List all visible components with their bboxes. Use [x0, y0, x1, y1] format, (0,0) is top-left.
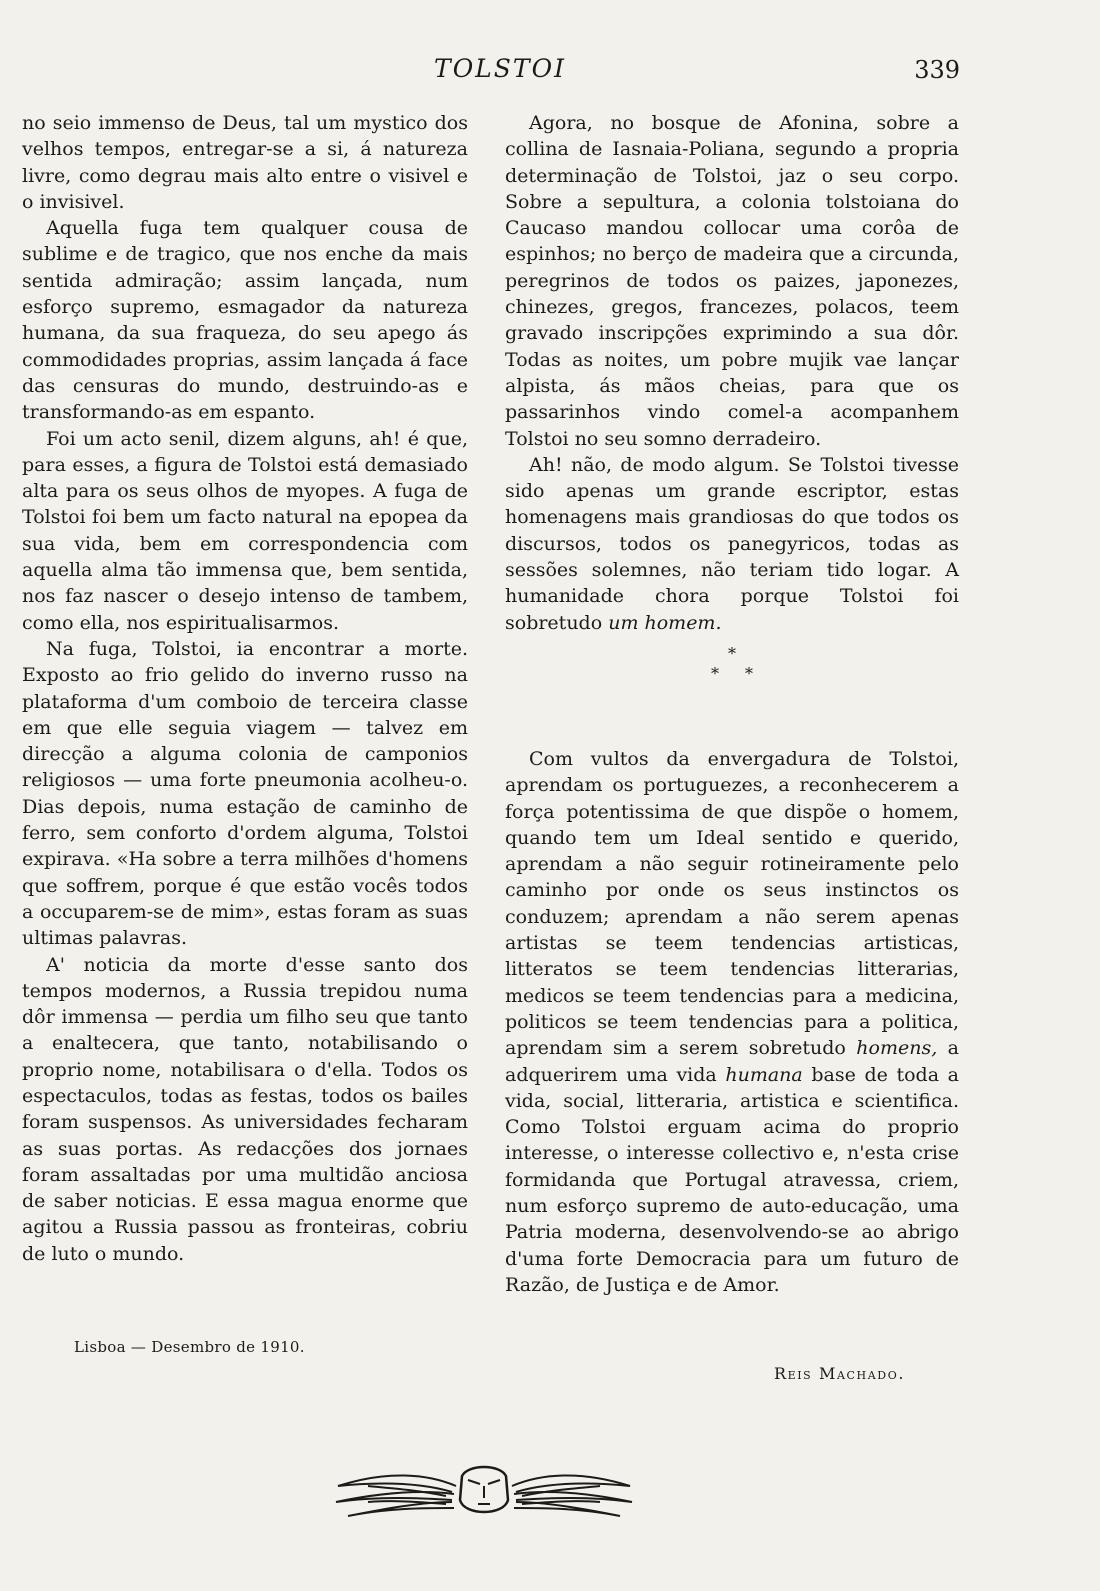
section-break-asterisks — [505, 644, 959, 684]
page-number: 339 — [914, 56, 960, 84]
emphasis: homens, — [856, 1037, 938, 1060]
running-title: TOLSTOI — [434, 54, 566, 83]
paragraph — [505, 452, 959, 636]
paragraph-text: Com vultos da envergadura de Tolstoi, aprendam os portuguezes, a reconhecerem a força potentissima de que dispõe o homem, quando tem um Ideal sentido e querido, aprendam a não seguir rotineiramente pelo caminho por onde os seus instinctos os conduzem; aprendam a não serem apenas artistas se teem tendencias artisticas, litteratos se teem tendencias litterarias, medicos se teem tendencias para a medicina, politicos se teem tendencias para a politica, aprendam sim a serem sobretudo — [505, 747, 959, 1060]
asterisk-top: * — [728, 643, 736, 663]
author-signature: Reis Machado. — [773, 1364, 905, 1383]
paragraph-text: base de toda a vida, social, litteraria, artistica e scientifica. Como Tolstoi erguam acima do proprio interesse, o interesse collectivo e, n'esta crise formidanda que Portugal atravessa, criem, num esforço supremo de auto-educação, uma Patria moderna, desenvolvendo-se ao abrigo d'uma forte Democracia para um futuro de Razão, de Justiça e de Amor. — [505, 1063, 959, 1296]
paragraph: Agora, no bosque de Afonina, sobre a collina de Iasnaia-Poliana, segundo a propria determinação de Tolstoi, jaz o seu corpo. Sobre a sepultura, a colonia tolstoiana do Caucaso mandou collocar uma corôa de espinhos; no berço de madeira que a circunda, peregrinos de todos os paizes, japonezes, chinezes, gregos, francezes, polacos, teem gravado inscripções exprimindo a sua dôr. Todas as noites, um pobre mujik vae lançar alpista, ás mãos cheias, para que os passarinhos vindo comel-a acompanhem Tolstoi no seu somno derradeiro. — [505, 112, 959, 450]
right-column — [505, 110, 959, 1298]
dateline: Lisboa — Desembro de 1910. — [74, 1338, 305, 1356]
left-column — [22, 110, 468, 1267]
emphasis: um homem. — [608, 611, 722, 634]
paragraph: no seio immenso de Deus, tal um mystico dos velhos tempos, entregar-se a si, á natureza livre, como degrau mais alto entre o visivel e o invisivel. — [22, 112, 468, 213]
paragraph-text: a adquerirem uma vida — [505, 1037, 960, 1086]
emphasis: humana — [725, 1063, 803, 1086]
paragraph: A' noticia da morte d'esse santo dos tempos modernos, a Russia trepidou numa dôr immensa — perdia um filho seu que tanto a enaltecera, que tanto, notabilisando o proprio nome, notabilisara o d'ella. Todos os espectaculos, todas as festas, todos os bailes foram suspensos. As universidades fecharam as suas portas. As redacções dos jornaes foram assaltadas por uma multidão anciosa de saber noticias. E essa magua enorme que agitou a Russia passou as fronteiras, cobriu de luto o mundo. — [22, 953, 468, 1265]
paragraph: Foi um acto senil, dizem alguns, ah! é que, para esses, a figura de Tolstoi está demasiado alta para os seus olhos de myopes. A fuga de Tolstoi foi bem um facto natural na epopea da sua vida, bem em correspondencia com aquella alma tão immensa que, bem sentida, nos faz nascer o desejo intenso de tambem, como ella, nos espiritualisarmos. — [22, 427, 468, 634]
paragraph: Na fuga, Tolstoi, ia encontrar a morte. Exposto ao frio gelido do inverno russo na plataforma d'um comboio de terceira classe em que elle seguia viagem — talvez em direcção a alguma colonia de camponios religiosos — uma forte pneumonia acolheu-o. Dias depois, numa estação de caminho de ferro, sem conforto d'ordem alguma, Tolstoi expirava. «Ha sobre a terra milhões d'homens que soffrem, porque é que estão vocês todos a occuparem-se de mim», estas foram as suas ultimas palavras. — [22, 637, 468, 950]
paragraph: Aquella fuga tem qualquer cousa de sublime e de tragico, que nos enche da mais sentida admiração; assim lançada, num esforço supremo, esmagador da natureza humana, da sua fraqueza, do seu apego ás commodidades proprias, assim lançada á face das censuras do mundo, destruindo-as e transformando-as em espanto. — [22, 217, 468, 424]
paragraph-text: Ah! não, de modo algum. Se Tolstoi tivesse sido apenas um grande escriptor, estas homenagens mais grandiosas do que todos os discursos, todos os panegyricos, todas as sessões solemnes, não teriam tido logar. A humanidade chora porque Tolstoi foi sobretudo — [505, 453, 959, 634]
asterisk-bottom: ** — [711, 663, 779, 683]
winged-head-ornament-icon — [328, 1456, 640, 1528]
paragraph — [505, 746, 959, 1298]
